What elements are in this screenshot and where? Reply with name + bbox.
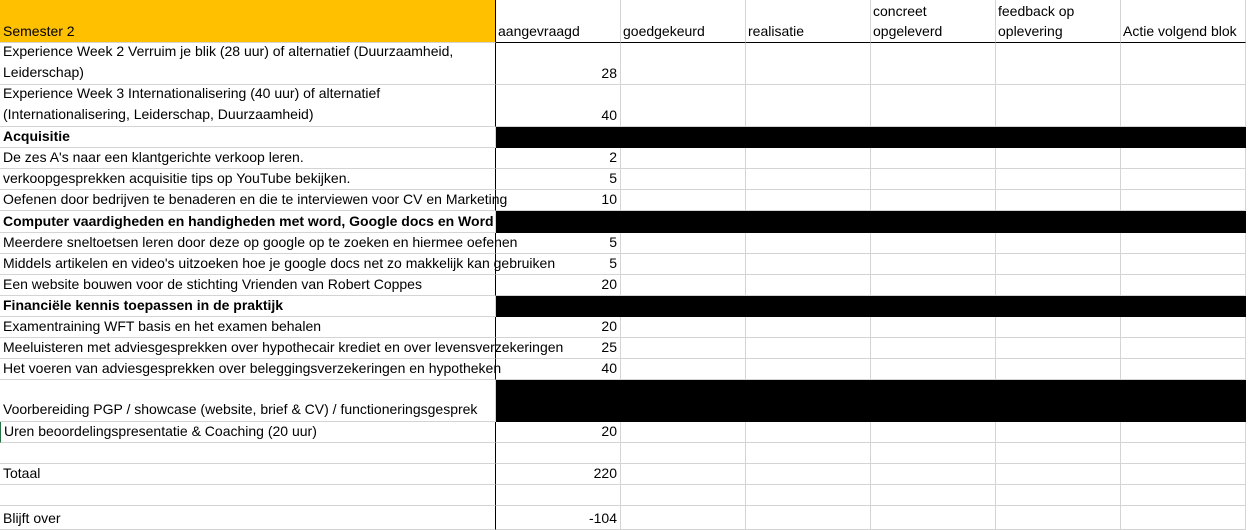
section-black-fill <box>496 380 1246 422</box>
cell[interactable] <box>996 422 1121 443</box>
cell[interactable] <box>746 485 871 506</box>
label-cell[interactable]: Voorbereiding PGP / showcase (website, brief & CV) / functioneringsgesprek <box>0 380 496 422</box>
cell[interactable] <box>871 485 996 506</box>
cell[interactable] <box>996 338 1121 359</box>
section-black-fill <box>496 127 1246 148</box>
cell[interactable] <box>746 190 871 211</box>
cell[interactable] <box>1121 190 1246 211</box>
semester-title: Semester 2 <box>3 23 75 39</box>
cell[interactable] <box>621 85 746 127</box>
cell[interactable] <box>871 359 996 380</box>
cell[interactable] <box>621 43 746 85</box>
cell[interactable] <box>1121 169 1246 190</box>
cell[interactable] <box>996 85 1121 127</box>
cell[interactable] <box>1121 485 1246 506</box>
value-cell[interactable]: 20 <box>496 422 621 443</box>
col-header-realisatie[interactable]: realisatie <box>746 0 871 43</box>
table-row <box>0 85 1251 127</box>
cell[interactable] <box>996 359 1121 380</box>
table-row <box>0 254 1251 275</box>
label-cell[interactable]: verkoopgesprekken acquisitie tips op YouTube bekijken. <box>0 169 496 190</box>
cell[interactable] <box>871 338 996 359</box>
cell[interactable] <box>746 464 871 485</box>
value-cell[interactable]: 40 <box>496 359 621 380</box>
table-row <box>0 485 1251 506</box>
value-cell[interactable]: 5 <box>496 254 621 275</box>
cell[interactable] <box>621 233 746 254</box>
cell[interactable] <box>1121 506 1246 530</box>
cell[interactable] <box>871 148 996 169</box>
value-cell[interactable]: 5 <box>496 233 621 254</box>
table-row <box>0 275 1251 296</box>
cell[interactable] <box>996 443 1121 464</box>
table-row <box>0 422 1251 443</box>
label-cell[interactable]: Meeluisteren met adviesgesprekken over hypothecair krediet en over levensverzekeringen <box>0 338 496 359</box>
semester-header-cell[interactable] <box>0 0 496 43</box>
label-cell[interactable]: Experience Week 2 Verruim je blik (28 uur) of alternatief (Duurzaamheid, Leiderschap) <box>0 43 496 85</box>
section-black-fill <box>496 296 1246 317</box>
table-row <box>0 233 1251 254</box>
value-cell[interactable]: 10 <box>496 190 621 211</box>
cell[interactable] <box>621 506 746 530</box>
cell[interactable] <box>621 317 746 338</box>
label-cell[interactable]: Uren beoordelingspresentatie & Coaching (20 uur) <box>0 422 496 443</box>
cell[interactable] <box>996 464 1121 485</box>
cell[interactable] <box>871 506 996 530</box>
value-cell[interactable]: 25 <box>496 338 621 359</box>
cell[interactable] <box>1121 85 1246 127</box>
cell[interactable] <box>621 169 746 190</box>
cell[interactable] <box>1121 422 1246 443</box>
label-cell[interactable]: Middels artikelen en video's uitzoeken hoe je google docs net zo makkelijk kan gebruiken <box>0 254 496 275</box>
cell[interactable] <box>871 169 996 190</box>
cell[interactable] <box>1121 317 1246 338</box>
value-cell[interactable] <box>496 485 621 506</box>
remaining-row <box>0 506 1251 530</box>
table-row <box>0 148 1251 169</box>
cell[interactable] <box>746 359 871 380</box>
section-black-fill <box>496 211 1246 233</box>
cell[interactable] <box>746 254 871 275</box>
table-row <box>0 43 1251 85</box>
col-header-goedgekeurd[interactable]: goedgekeurd <box>621 0 746 43</box>
cell[interactable] <box>621 485 746 506</box>
label-cell[interactable]: Meerdere sneltoetsen leren door deze op google op te zoeken en hiermee oefenen <box>0 233 496 254</box>
cell[interactable] <box>871 443 996 464</box>
cell[interactable] <box>871 317 996 338</box>
col-header-actie[interactable]: Actie volgend blok <box>1121 0 1246 43</box>
cell[interactable] <box>621 190 746 211</box>
cell[interactable] <box>1121 148 1246 169</box>
cell[interactable] <box>621 338 746 359</box>
col-header-concreet-opgeleverd[interactable]: concreet opgeleverd <box>871 0 996 43</box>
cell[interactable] <box>996 43 1121 85</box>
cell[interactable] <box>996 275 1121 296</box>
col-header-feedback[interactable]: feedback op oplevering <box>996 0 1121 43</box>
cell[interactable] <box>1121 254 1246 275</box>
cell[interactable] <box>1121 233 1246 254</box>
section-row-financieel <box>0 296 1251 317</box>
cell[interactable] <box>1121 443 1246 464</box>
cell[interactable] <box>871 233 996 254</box>
cell[interactable] <box>871 275 996 296</box>
cell[interactable] <box>1121 359 1246 380</box>
value-cell[interactable]: 28 <box>496 43 621 85</box>
cell[interactable] <box>621 275 746 296</box>
label-cell[interactable] <box>0 485 496 506</box>
remaining-value-cell[interactable]: -104 <box>496 506 621 530</box>
cell[interactable] <box>621 254 746 275</box>
table-row <box>0 190 1251 211</box>
cell[interactable] <box>746 85 871 127</box>
table-row <box>0 317 1251 338</box>
cell[interactable] <box>996 506 1121 530</box>
table-row <box>0 338 1251 359</box>
section-label-cell[interactable]: Computer vaardigheden en handigheden met word, Google docs en Word <box>0 211 496 233</box>
value-cell[interactable]: 20 <box>496 275 621 296</box>
label-cell[interactable]: Oefenen door bedrijven te benaderen en die te interviewen voor CV en Marketing <box>0 190 496 211</box>
cell[interactable] <box>996 317 1121 338</box>
cell[interactable] <box>746 422 871 443</box>
total-label-cell[interactable]: Totaal <box>0 464 496 485</box>
cell[interactable] <box>871 254 996 275</box>
cell[interactable] <box>1121 464 1246 485</box>
cell[interactable] <box>1121 43 1246 85</box>
cell[interactable] <box>996 254 1121 275</box>
cell[interactable] <box>996 233 1121 254</box>
cell[interactable] <box>621 359 746 380</box>
cell[interactable] <box>746 275 871 296</box>
value-cell[interactable]: 2 <box>496 148 621 169</box>
cell[interactable] <box>621 443 746 464</box>
table-row <box>0 443 1251 464</box>
section-label-cell[interactable]: Acquisitie <box>0 127 496 148</box>
label-cell[interactable]: Examentraining WFT basis en het examen behalen <box>0 317 496 338</box>
cell[interactable] <box>746 43 871 85</box>
cell[interactable] <box>746 338 871 359</box>
col-header-aangevraagd[interactable]: aangevraagd <box>496 0 621 43</box>
cell[interactable] <box>996 169 1121 190</box>
cell[interactable] <box>996 148 1121 169</box>
cell[interactable] <box>746 506 871 530</box>
value-cell[interactable]: 40 <box>496 85 621 127</box>
header-row <box>0 0 1251 43</box>
section-label-cell[interactable]: Financiële kennis toepassen in de praktijk <box>0 296 496 317</box>
section-row-computer <box>0 211 1251 233</box>
cell[interactable] <box>746 148 871 169</box>
value-cell[interactable]: 5 <box>496 169 621 190</box>
cell[interactable] <box>1121 275 1246 296</box>
label-cell[interactable]: De zes A's naar een klantgerichte verkoop leren. <box>0 148 496 169</box>
cell[interactable] <box>871 43 996 85</box>
cell[interactable] <box>621 464 746 485</box>
cell[interactable] <box>746 233 871 254</box>
cell[interactable] <box>746 169 871 190</box>
cell[interactable] <box>871 190 996 211</box>
cell[interactable] <box>871 464 996 485</box>
section-row-acquisitie <box>0 127 1251 148</box>
total-value-cell[interactable]: 220 <box>496 464 621 485</box>
cell[interactable] <box>621 148 746 169</box>
cell[interactable] <box>746 317 871 338</box>
section-row-pgp <box>0 380 1251 422</box>
table-row <box>0 169 1251 190</box>
cell[interactable] <box>996 190 1121 211</box>
remaining-label-cell[interactable]: Blijft over <box>0 506 496 530</box>
value-cell[interactable]: 20 <box>496 317 621 338</box>
cell[interactable] <box>871 422 996 443</box>
cell[interactable] <box>621 422 746 443</box>
label-cell[interactable]: Een website bouwen voor de stichting Vrienden van Robert Coppes <box>0 275 496 296</box>
label-cell[interactable]: Experience Week 3 Internationalisering (40 uur) of alternatief (Internationalisering, Leiderschap, Duurzaamheid) <box>0 85 496 127</box>
cell[interactable] <box>996 485 1121 506</box>
label-cell[interactable]: Het voeren van adviesgesprekken over beleggingsverzekeringen en hypotheken <box>0 359 496 380</box>
cell[interactable] <box>871 85 996 127</box>
table-row <box>0 359 1251 380</box>
cell[interactable] <box>1121 338 1246 359</box>
total-row <box>0 464 1251 485</box>
value-cell[interactable] <box>496 443 621 464</box>
cell[interactable] <box>746 443 871 464</box>
label-cell[interactable] <box>0 443 496 464</box>
